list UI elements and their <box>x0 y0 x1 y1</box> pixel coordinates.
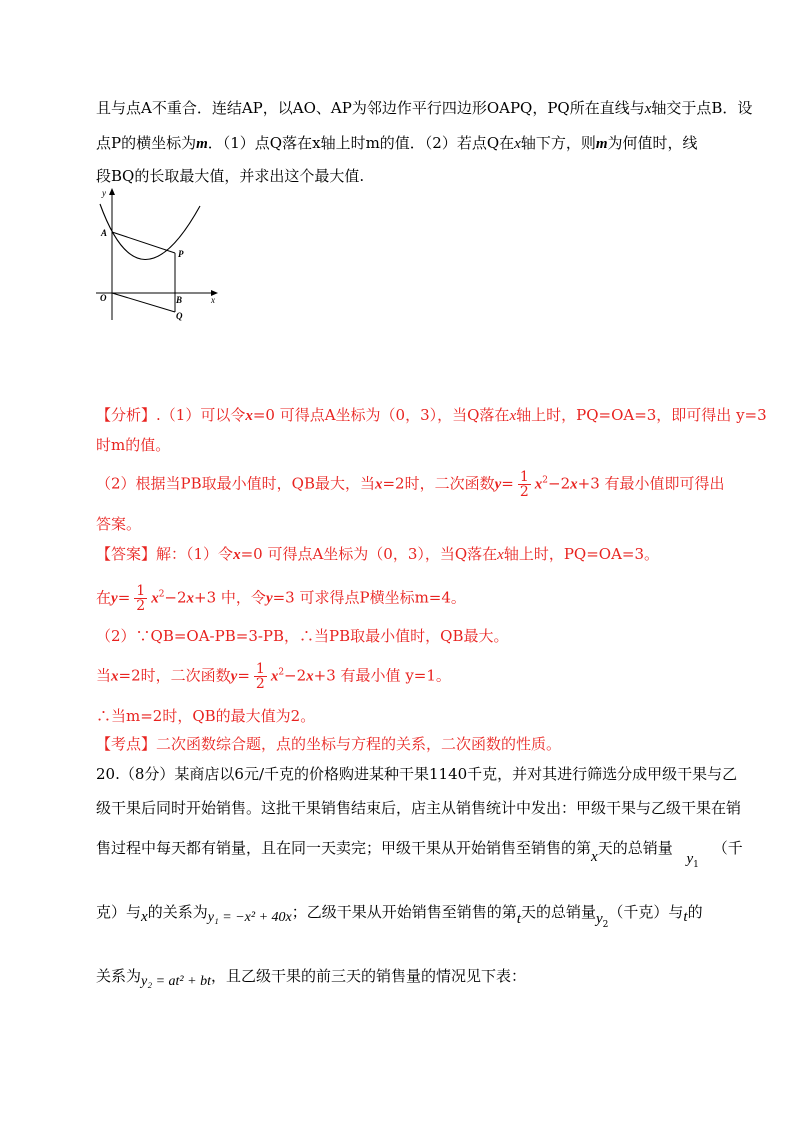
fraction-half: $\frac{1}{2}$ <box>255 661 265 692</box>
problem-line-2: 点P的横坐标为m．（1）点Q落在x轴上时m的值．（2）若点Q在x轴下方，则m为何值时，线 <box>96 134 698 152</box>
analysis-line-4: 答案。 <box>96 515 142 533</box>
q20-line-5: 关系为y₂ = at² + bt，且乙级干果的前三天的销售量的情况见下表： <box>96 967 526 989</box>
analysis-line-1: 【分析】.（1）可以令x=0 可得点A坐标为（0，3），当Q落在x轴上时，PQ=OA=3，即可得出 y=3 <box>96 406 767 424</box>
answer-line-1: 【答案】解：（1）令x=0 可得点A坐标为（0，3），当Q落在x轴上时，PQ=OA=3。 <box>96 545 660 563</box>
answer-line-5: ∴当m=2时，QB的最大值为2。 <box>96 707 316 725</box>
answer-line-4: 当x=2时，二次函数y= $\frac{1}{2}$ $x^2-2x+3$ 有最小值 y=1。 <box>96 661 451 692</box>
fraction-half: $\frac{1}{2}$ <box>519 469 529 500</box>
q20-line-3: 售过程中每天都有销量，且在同一天卖完；甲级干果从开始销售至销售的第x天的总销量$y_1$（千 <box>96 839 743 870</box>
point-o-label: O <box>100 293 107 303</box>
problem-line-1: 且与点A不重合．连结AP，以AO、AP为邻边作平行四边形OAPQ，PQ所在直线与x轴交于点B．设 <box>96 99 753 117</box>
point-p-label: P <box>178 249 184 259</box>
segment-oq <box>112 293 175 312</box>
parabola-curve <box>100 204 200 260</box>
point-b-label: B <box>176 295 183 305</box>
y-axis-arrow-icon <box>109 188 115 195</box>
q20-line-1: 20.（8分）某商店以6元/千克的价格购进某种干果1140千克，并对其进行筛选分成甲级干果与乙 <box>96 765 738 783</box>
segment-ap <box>112 232 175 253</box>
analysis-line-2: 时m的值。 <box>96 436 171 454</box>
formula-y1: y₁ = −x² + 40x <box>207 910 292 925</box>
analysis-line-3: （2）根据当PB取最小值时，QB最大，当x=2时，二次函数y= $\frac{1}{2}$ $x^2-2x+3$ 有最小值即可得出 <box>96 469 725 500</box>
y-label: y <box>102 188 106 198</box>
parabola-graph <box>92 186 222 326</box>
answer-line-2: 在y= $\frac{1}{2}$ $x^2-2x+3$ 中，令y=3 可求得点P横坐标m=4。 <box>96 583 466 614</box>
formula-y2: y₂ = at² + bt <box>141 974 211 989</box>
q20-line-4: 克）与x的关系为y₁ = −x² + 40x；乙级干果从开始销售至销售的第t天的总销量$y_2$（千克）与t的 <box>96 903 703 930</box>
x-label: x <box>211 295 215 305</box>
point-a-label: A <box>101 228 108 238</box>
answer-line-3: （2）∵QB=OA-PB=3-PB，∴当PB取最小值时，QB最大。 <box>96 627 509 645</box>
kaodian-line: 【考点】二次函数综合题，点的坐标与方程的关系，二次函数的性质。 <box>96 735 562 753</box>
problem-line-3: 段BQ的长取最大值，并求出这个最大值. <box>96 167 365 185</box>
fraction-half: $\frac{1}{2}$ <box>136 583 146 614</box>
q20-line-2: 级干果后同时开始销售。这批干果销售结束后，店主从销售统计中发出：甲级干果与乙级干果在销 <box>96 799 742 817</box>
point-q-label: Q <box>176 311 183 321</box>
